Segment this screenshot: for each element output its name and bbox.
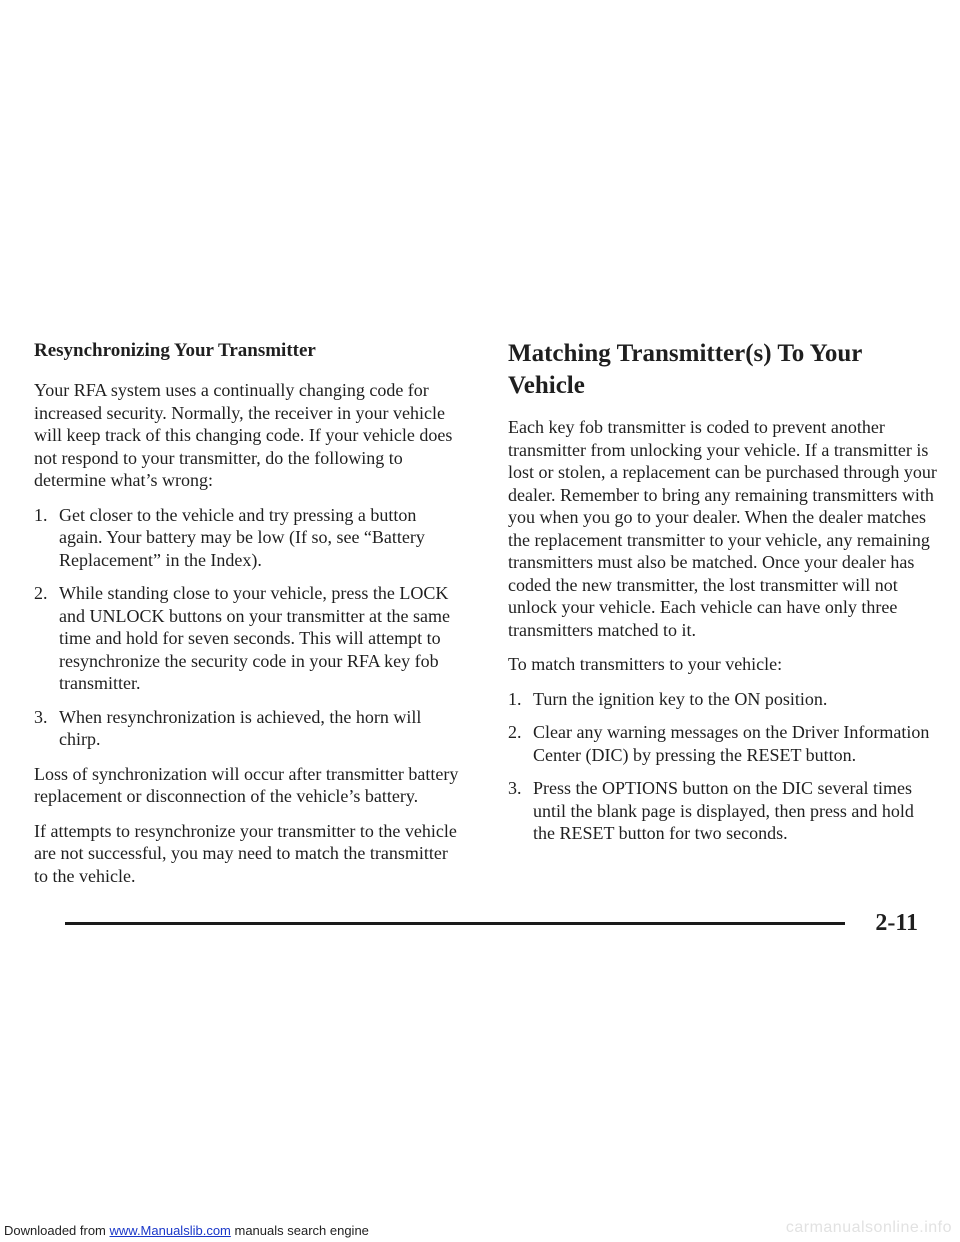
step-number: 2. [34, 583, 48, 603]
download-prefix: Downloaded from [4, 1223, 110, 1238]
step-text: While standing close to your vehicle, press the LOCK and UNLOCK buttons on your transmitter at the same time and hold for seven seconds. This will attempt to resynchronize the security code in your RFA key fob transmitter. [59, 583, 450, 693]
intro-paragraph: Your RFA system uses a continually changing code for increased security. Normally, the receiver in your vehicle will keep track of this changing code. If your vehicle does not respond to your transmitter, do the following to determine what’s wrong: [34, 380, 453, 490]
section-heading: Matching Transmitter(s) To Your Vehicle [508, 340, 862, 399]
lead-paragraph: To match transmitters to your vehicle: [508, 654, 783, 674]
step-text: Get closer to the vehicle and try pressing a button again. Your battery may be low (If so, see “Battery Replacement” in the Index). [59, 504, 425, 570]
manualslib-link[interactable]: www.Manualslib.com [109, 1223, 231, 1238]
site-watermark: carmanualsonline.info [785, 1219, 952, 1236]
list-item [508, 721, 938, 766]
step-text: When resynchronization is achieved, the horn will chirp. [59, 706, 422, 749]
step-number: 3. [34, 706, 48, 727]
attempts-paragraph: If attempts to resynchronize your transmitter to the vehicle are not successful, you may need to match the transmitter to the vehicle. [34, 820, 457, 886]
step-number: 1. [508, 688, 522, 709]
step-text: Clear any warning messages on the Driver Information Center (DIC) by pressing the RESET button. [533, 722, 930, 765]
resync-steps-list [34, 504, 459, 751]
list-item [508, 777, 938, 845]
left-column [34, 338, 459, 899]
step-number: 2. [508, 722, 522, 742]
list-item [508, 688, 938, 711]
step-text: Press the OPTIONS button on the DIC several times until the blank page is displayed, then press and hold the RESET button for two seconds. [533, 778, 914, 843]
matching-steps-list [508, 688, 938, 845]
list-item [34, 706, 459, 751]
download-source-line [4, 1223, 369, 1238]
step-text: Turn the ignition key to the ON position. [533, 688, 828, 709]
intro-paragraph: Each key fob transmitter is coded to prevent another transmitter from unlocking your vehicle. If a transmitter is lost or stolen, a replacement can be purchased through your dealer. Remember to bring any remaining transmitters with you when you go to your dealer. When the dealer matches the replacement transmitter to your vehicle, any remaining transmitters must also be matched. Once your dealer has coded the new transmitter, the lost transmitter will not unlock your vehicle. Each vehicle can have only three transmitters matched to it. [508, 417, 937, 640]
list-item [34, 582, 459, 695]
loss-paragraph: Loss of synchronization will occur after transmitter battery replacement or disconnection of the vehicle’s battery. [34, 763, 459, 806]
download-suffix: manuals search engine [230, 1223, 369, 1238]
page-number: 2-11 [875, 910, 918, 936]
step-number: 3. [508, 778, 522, 798]
list-item [34, 504, 459, 572]
right-column [508, 338, 938, 857]
footer-rule [65, 922, 845, 925]
step-number: 1. [34, 504, 48, 525]
section-subheading: Resynchronizing Your Transmitter [34, 340, 316, 361]
